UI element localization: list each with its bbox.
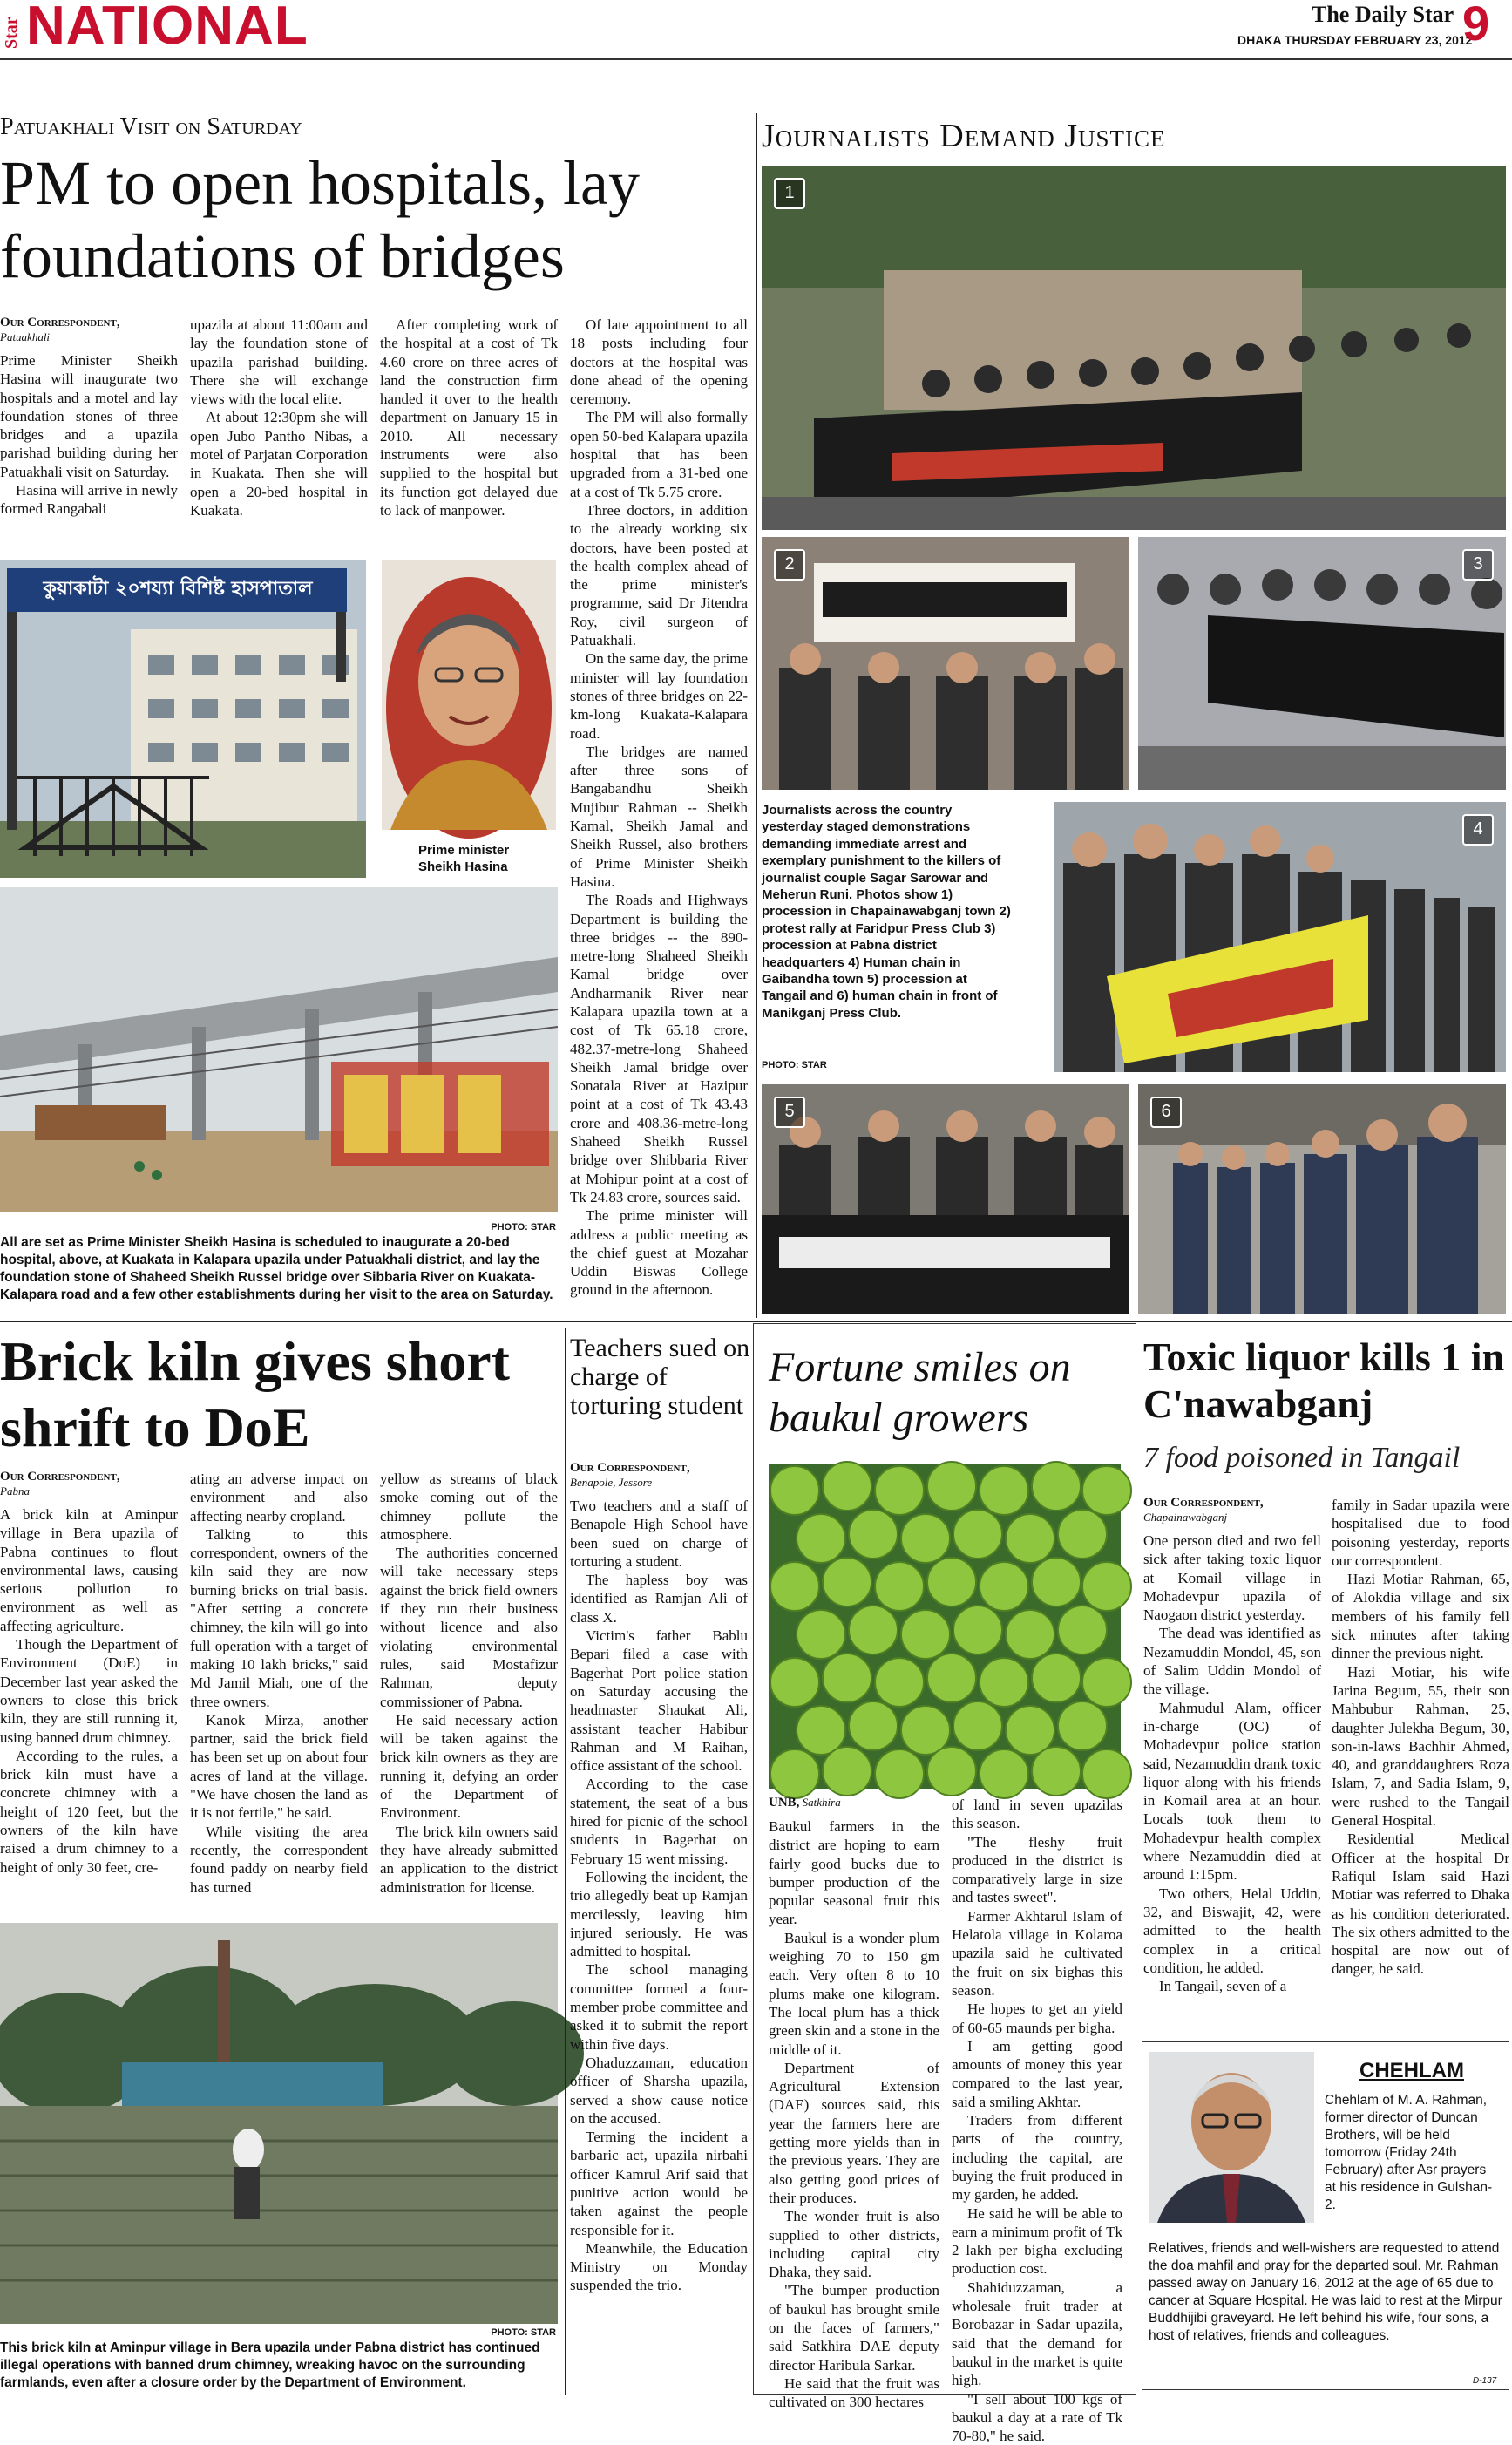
brick-byline: Our Correspondent, [0, 1470, 120, 1484]
photo-number-4: 4 [1462, 814, 1494, 846]
pm-headline: PM to open hospitals, lay foundations of bridges [0, 148, 640, 291]
column-divider [756, 113, 757, 1318]
brick-column-2: ating an adverse impact on environment and also affecting nearby cropland. Talking to this correspondent, owners of the kiln said they are now burning bricks on trial basis. "After setting a concrete chimney, the kiln will go into full operation with a target of making 10 lakh bricks," said Md Jamil Miah, one of the three owners. Kanok Mirza, another partner, said the brick field has been set up on about four acres of land at the village. "We have chosen the land as it is not fertile," he said. While visiting the area recently, the correspondent found paddy on nearby field has turned [190, 1470, 368, 1896]
liquor-column-1: Our Correspondent, Chapainawabganj One person died and two fell sick after taking toxic liquor at Komail village in Mohadevpur upazila of Naogaon district yesterday. The dead was identified as Nezamuddin Mondol, 45, son of Salim Uddin Mondol of the village. Mahmudul Alam, officer in-charge (OC) of Mohadevpur police station said, Nezamuddin drank toxic liquor along with his friends in Komail area at an hour. Locals took them to Mohadevpur health complex where Nezamuddin died at around 1:15pm. Two others, Helal Uddin, 32, and Biswajit, 42, were admitted to the health complex in a critical condition, he added. In Tangail, seven of a [1143, 1496, 1321, 1995]
protest-photo-4 [1054, 802, 1506, 1072]
section-rule [0, 1321, 1512, 1322]
hospital-photo [0, 560, 366, 878]
protest-photo-1 [762, 166, 1506, 530]
journalists-photo-credit: PHOTO: STAR [762, 1060, 827, 1070]
liquor-byline: Our Correspondent, [1143, 1496, 1264, 1510]
liquor-headline: Toxic liquor kills 1 in C'nawabganj [1143, 1335, 1505, 1426]
journalists-kicker: Journalists Demand Justice [762, 118, 1166, 154]
baukul-dateline: Satkhira [802, 1796, 841, 1809]
pm-caption: All are set as Prime Minister Sheikh Hasina is scheduled to inaugurate a 20-bed hospital, above, at Kuakata in Kalapara upazila under Patuakhali district, and lay the foundation stone of Shaheed Sheikh Russel bridge over Sibbaria River on Kuakata-Kalapara road and a few other establishments during her visit to the area on Saturday. [0, 1235, 553, 1302]
teachers-byline: Our Correspondent, [570, 1461, 690, 1475]
teachers-dateline: Benapole, Jessore [570, 1476, 653, 1489]
pm-column-1: Our Correspondent, Patuakhali Prime Minister Sheikh Hasina will inaugurate two hospitals and a motel and lay foundation stones of three bridges and a upazila parishad building during her Patuakhali visit on Saturday. Hasina will arrive in newly formed Rangabali [0, 316, 178, 518]
brick-column-3: yellow as streams of black smoke coming out of the chimney pollute the atmosphere. The authorities concerned will take necessary steps against the brick field owners if they run their business without licence and also violating environmental rules, said Mostafizur Rahman, deputy commissioner of Pabna. He said necessary action will be taken against the brick kiln owners as they are running it, defying an order of the Department of Environment. The brick kiln owners said they have already submitted an application to the district administration for license. [380, 1470, 558, 1896]
protest-photo-6 [1138, 1084, 1506, 1314]
page-number: 9 [1462, 0, 1490, 51]
teachers-column: Our Correspondent, Benapole, Jessore Two teachers and a staff of Benapole High School have been sued on charge of torturing a student. The hapless boy was identified as Ramjan Ali of class X. Victim's father Bablu Bepari filed a case with Bagerhat Port police station on Saturday accusing the headmaster Shaukat Ali, assistant teacher Habibur Rahman and M Raihan, office assistant of the school. According to the case statement, the seat of a bus hired for picnic of the school students in Bagerhat on February 15 went missing. Following the incident, the trio allegedly beat up Ramjan mercilessly, leaving him injured seriously. He was admitted to hospital. The school managing committee formed a four-member probe committee and asked it to submit the report within five days. Ohaduzzaman, education officer of Sharsha upazila, served a show cause notice on the accused. Terming the incident a barbaric act, upazila nirbahi officer Kamrul Arif said that punitive action would be taken against the people responsible for it. Meanwhile, the Education Ministry on Monday suspended the trio. [570, 1461, 748, 2294]
liquor-column-2: family in Sadar upazila were hospitalised due to food poisoning yesterday, reports our correspondent. Hazi Motiar Rahman, 65, of Alokdia village and six members of his family fell sick minutes after taking dinner the previous night. Hazi Motiar, his wife Jarina Begum, 55, their son Mahbubur Rahman, 25, daughter Julekha Begum, 30, son-in-laws Bachhir Ahmed, 40, and granddaughters Roza Islam, 7, and Sadia Islam, 9, were rushed to the Tangail General Hospital. Residential Medical Officer at the hospital Dr Rafiqul Islam said Hazi Motiar was referred to Dhaka as his condition deteriorated. The six others admitted to the hospital are now out of danger, he said. [1332, 1497, 1509, 1978]
brick-caption: This brick kiln at Aminpur village in Bera upazila under Pabna district has continued illegal operations with banned drum chimney, wreaking havoc on the surrounding farmlands, even after a closure order by the Department of Environment. [0, 2340, 540, 2390]
photo-number-6: 6 [1150, 1097, 1182, 1128]
chehlam-title: CHEHLAM [1359, 2059, 1464, 2082]
section-title: NATIONAL [26, 0, 309, 56]
bridge-photo [0, 887, 558, 1212]
protest-photo-3 [1138, 537, 1506, 790]
masthead [0, 0, 1512, 58]
pm-byline: Our Correspondent, [0, 316, 120, 329]
baukul-byline: UNB, [769, 1796, 800, 1810]
dateline: DHAKA THURSDAY FEBRUARY 23, 2012 [1237, 33, 1473, 47]
star-logo: Star [2, 17, 21, 49]
chehlam-portrait [1149, 2052, 1314, 2223]
pm-column-2: upazila at about 11:00am and lay the foundation stone of upazila parishad building. There she will exchange views with the local elite. At about 12:30pm she will open Jubo Pantho Nibas, a motel of Parjatan Corporation in Kuakata. Then she will open a 20-bed hospital in Kuakata. [190, 316, 368, 519]
photo-number-3: 3 [1462, 549, 1494, 581]
liquor-subhead: 7 food poisoned in Tangail [1143, 1442, 1461, 1474]
sheikh-hasina-portrait [382, 560, 556, 830]
photo-number-1: 1 [774, 178, 805, 209]
liquor-dateline: Chapainawabganj [1143, 1511, 1228, 1524]
pm-photo-credit: PHOTO: STAR [491, 1222, 556, 1233]
portrait-caption: Prime minister Sheikh Hasina [418, 843, 510, 874]
baukul-headline: Fortune smiles on baukul growers [769, 1344, 1071, 1441]
pm-column-4: Of late appointment to all 18 posts including four doctors at the hospital was done ahead of the opening ceremony. The PM will also formally open 50-bed Kalapara upazila hospital that has been upgraded from a 31-bed one at a cost of Tk 5.75 crore. Three doctors, in addition to the already working six doctors, have been posted at the health complex ahead of the prime minister's programme, said Dr Jitendra Roy, civil surgeon of Patuakhali. On the same day, the prime minister will lay foundation stones of three bridges on 22-km-long Kuakata-Kalapara road. The bridges are named after three sons of Bangabandhu Sheikh Mujibur Rahman -- Sheikh Kamal, Sheikh Jamal and Sheikh Russel, also brothers of Prime Minister Sheikh Hasina. The Roads and Highways Department is building the three bridges -- the 890-metre-long Shaheed Sheikh Kamal bridge over Andharmanik River near Kalapara upazila town at a cost of Tk 65.18 crore, 482.37-metre-long Shaheed Sheikh Jamal bridge over Sonatala River at Hazipur point at a cost of Tk 43.43 crore and 408.36-metre-long Shaheed Sheikh Russel bridge over Shibbaria River at Mohipur point at a cost of Tk 24.83 crore, sources said. The prime minister will address a public meeting as the chief guest at Mozahar Uddin Biswas College ground in the afternoon. [570, 316, 748, 1299]
protest-photo-5 [762, 1084, 1129, 1314]
baukul-photo [769, 1464, 1121, 1789]
brick-photo-credit: PHOTO: STAR [491, 2327, 556, 2338]
protest-photo-2 [762, 537, 1129, 790]
baukul-column-2: of land in seven upazilas this season. "The fleshy fruit produced in the district is comparatively large in size and tastes sweet". Farmer Akhtarul Islam of Helatola village in Kolaroa upazila said he cultivated the fruit on six bighas this season. He hopes to get an yield of 60-65 maunds per bigha. I am getting good amounts of money this year compared to the last year, said a smiling Akhtar. Traders from different parts of the country, including the capital, are buying the fruit produced in my garden, he added. He said he will be able to earn a minimum profit of Tk 2 lakh per bigha excluding production cost. Shahiduzzaman, a wholesale fruit trader at Borobazar in Sadar upazila, said that the demand for baukul in the market is quite high. "I sell about 100 kgs of baukul a day at a rate of Tk 70-80," he said. [952, 1796, 1122, 2445]
photo-number-5: 5 [774, 1097, 805, 1128]
journalists-caption: Journalists across the country yesterday staged demonstrations demanding immediate arrest and exemplary punishment to the killers of journalist couple Sagar Sarowar and Meherun Runi. Photos show 1) procession in Chapainawabganj town 2) protest rally at Faridpur Press Club 3) procession at Pabna district headquarters 4) Human chain in Gaibandha town 5) procession at Tangail and 6) human chain in front of Manikganj Press Club. [762, 803, 1011, 1021]
chehlam-body: Relatives, friends and well-wishers are requested to attend the doa mahfil and pray for the departed soul. Mr. Rahman passed away on January 16, 2012 at the age of 65 due to cancer at Square Hospital. He was laid to rest at the Mirpur Buddhijibi graveyard. He left behind his wife, four sons, a host of relatives, friends and colleagues. [1149, 2241, 1502, 2343]
pm-dateline: Patuakhali [0, 330, 51, 343]
brick-kiln-photo [0, 1923, 558, 2324]
chehlam-intro: Chehlam of M. A. Rahman, former director of Duncan Brothers, will be held tomorrow (Friday 24th February) after Asr prayers at his residence in Gulshan-2. [1325, 2093, 1493, 2212]
pm-column-3: After completing work of the hospital at a cost of Tk 4.60 crore on three acres of land the construction firm handed it over to the health department on January 15 in 2010. All necessary instruments were also supplied to the hospital but its function got delayed due to lack of manpower. [380, 316, 558, 519]
masthead-rule [0, 58, 1512, 60]
column-divider-2 [565, 1328, 566, 2395]
brick-column-1: Our Correspondent, Pabna A brick kiln at Aminpur village in Bera upazila of Pabna continues to flout environmental laws, causing serious pollution to environment as well as affecting agriculture. Though the Department of Environment (DoE) in December last year asked the owners to close this brick kiln, they are still running it, using banned drum chimney. According to the rules, a brick kiln must have a concrete chimney with a height of 120 feet, but the owners of the kiln have raised a drum chimney to a height of only 30 feet, cre- [0, 1470, 178, 1876]
teachers-headline: Teachers sued on charge of torturing student [570, 1334, 750, 1420]
chehlam-ad-code: D-137 [1473, 2376, 1497, 2386]
brick-dateline: Pabna [0, 1484, 30, 1498]
hospital-sign: কুয়াকাটা ২০শয্যা বিশিষ্ট হাসপাতাল [43, 578, 313, 600]
pm-kicker: Patuakhali Visit on Saturday [0, 113, 302, 140]
brick-headline: Brick kiln gives short shrift to DoE [0, 1330, 510, 1458]
paper-name: The Daily Star [1312, 2, 1454, 27]
baukul-column-1: UNB, Satkhira Baukul farmers in the district are hoping to earn fairly good bucks due to bumper production of the popular seasonal fruit this year. Baukul is a wonder plum weighing 70 to 150 gm each. Very often 8 to 10 plums make one kilogram. The local plum has a thick green skin and a stone in the middle of it. Department of Agricultural Extension (DAE) sources said, this year the farmers here are getting more yields than in the previous years. They are also getting good prices of their produces. The wonder fruit is also supplied to other districts, including capital city Dhaka, they said. "The bumper production of baukul has brought smile on the faces of farmers," said Satkhira DAE deputy director Haribula Sarkar. He said that the fruit was cultivated on 300 hectares [769, 1796, 939, 2411]
photo-number-2: 2 [774, 549, 805, 581]
